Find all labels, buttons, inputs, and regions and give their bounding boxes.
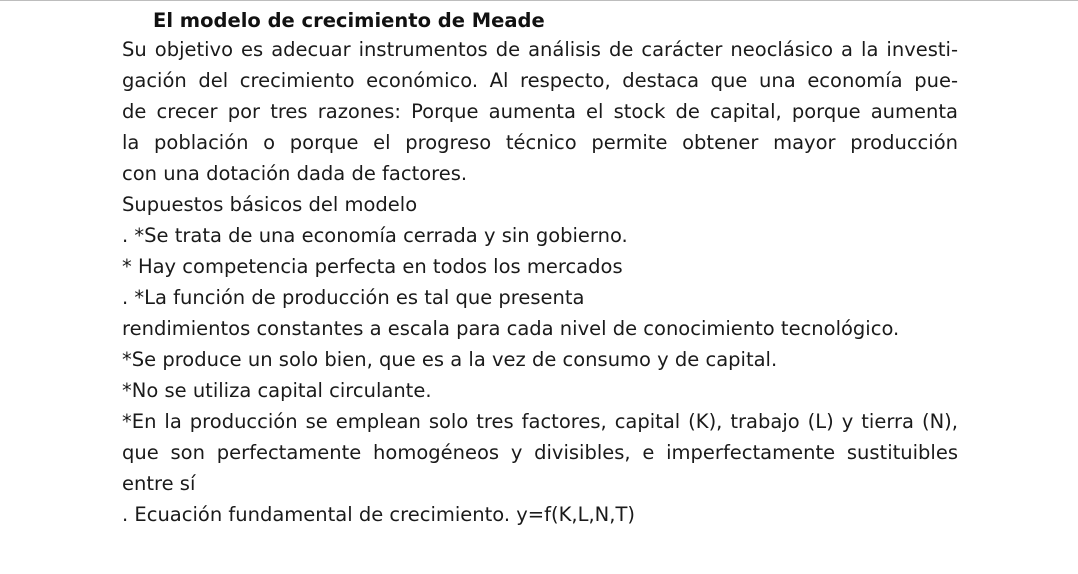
factors-line: que son perfectamente homogéneos y divisibles, e imperfectamente sustituibles [122, 441, 958, 464]
factors-line: *En la producción se emplean solo tres factores, capital (K), trabajo (L) y tierra (N), [122, 410, 958, 433]
top-divider [0, 0, 1078, 1]
assumption-item: *Se produce un solo bien, que es a la vez de consumo y de capital. [122, 348, 778, 371]
growth-equation: . Ecuación fundamental de crecimiento. y=f(K,L,N,T) [122, 503, 635, 526]
document-title: El modelo de crecimiento de Meade [153, 9, 545, 32]
paragraph-line: con una dotación dada de factores. [122, 162, 468, 185]
factors-paragraph [122, 406, 958, 499]
paragraph-line: la población o porque el progreso técnico permite obtener mayor producción [122, 131, 958, 154]
intro-paragraph [122, 34, 958, 189]
assumption-item: rendimientos constantes a escala para cada nivel de conocimiento tecnológico. [122, 317, 900, 340]
paragraph-line: gación del crecimiento económico. Al respecto, destaca que una economía pue- [122, 69, 958, 92]
assumption-item: *No se utiliza capital circulante. [122, 379, 432, 402]
assumptions-heading: Supuestos básicos del modelo [122, 193, 418, 216]
document-page [122, 7, 958, 530]
factors-line: entre sí [122, 472, 196, 495]
paragraph-line: Su objetivo es adecuar instrumentos de análisis de carácter neoclásico a la investi- [122, 38, 958, 61]
assumption-item: . *La función de producción es tal que presenta [122, 286, 585, 309]
assumption-item: . *Se trata de una economía cerrada y sin gobierno. [122, 224, 628, 247]
paragraph-line: de crecer por tres razones: Porque aumenta el stock de capital, porque aumenta [122, 100, 958, 123]
assumptions-list [122, 189, 958, 406]
assumption-item: * Hay competencia perfecta en todos los mercados [122, 255, 623, 278]
